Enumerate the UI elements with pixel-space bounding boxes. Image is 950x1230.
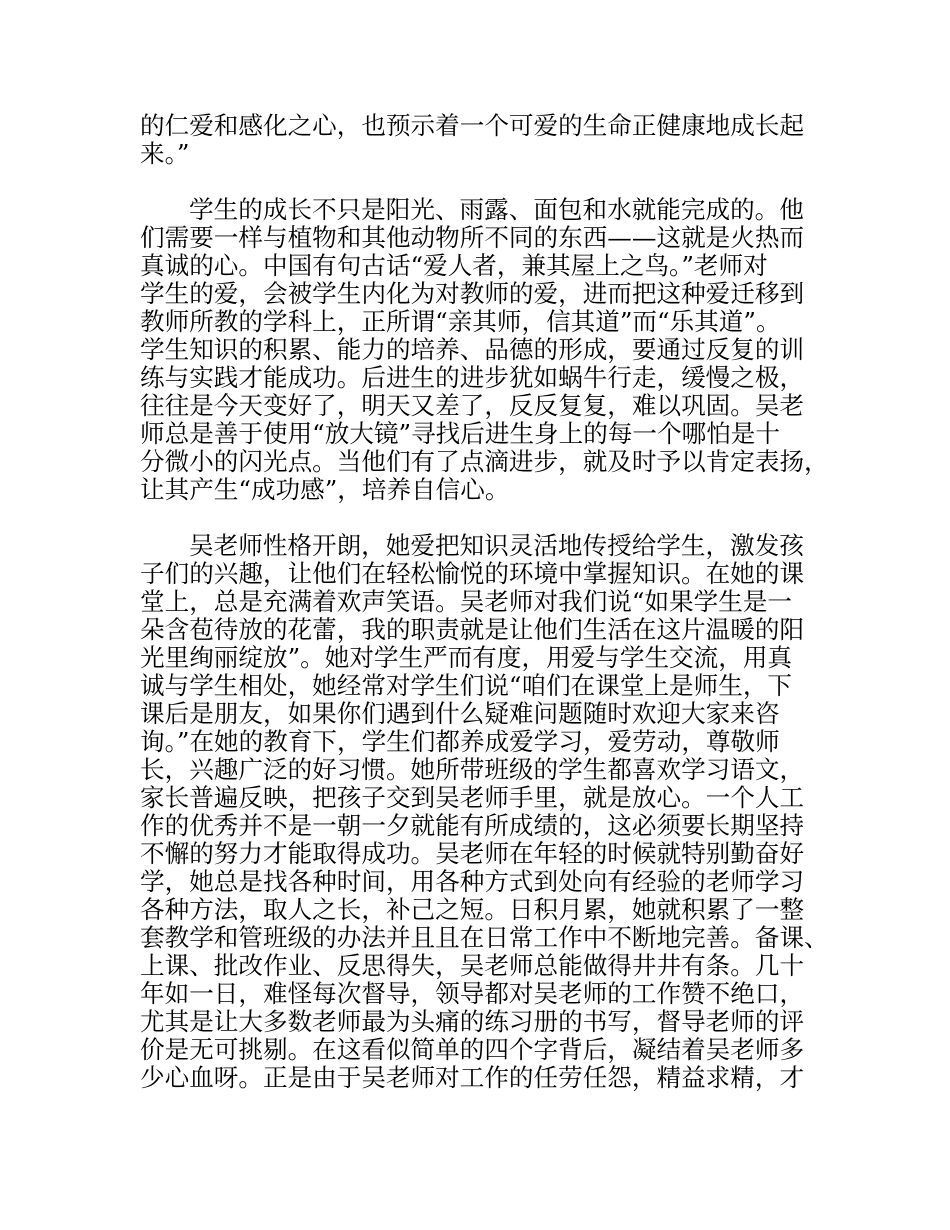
text-line: 学生的成长不只是阳光、雨露、面包和水就能完成的。他 — [189, 195, 804, 224]
text-line: 学生的爱，会被学生内化为对教师的爱，进而把这种爱迁移到 — [140, 279, 805, 308]
text-line: 让其产生“成功感”，培养自信心。 — [140, 475, 510, 504]
text-line: 诚与学生相处，她经常对学生们说“咱们在课堂上是师生，下 — [140, 671, 793, 700]
text-line: 教师所教的学科上，正所谓“亲其师，信其道”而“乐其道”。 — [140, 307, 781, 336]
text-line: 尤其是让大多数老师最为头痛的练习册的书写，督导老师的评 — [140, 1007, 805, 1036]
text-line: 来。” — [140, 139, 190, 168]
paragraph-3 — [140, 531, 829, 1092]
text-line: 年如一日，难怪每次督导，领导都对吴老师的工作赞不绝口， — [140, 979, 805, 1008]
text-line: 堂上，总是充满着欢声笑语。吴老师对我们说“如果学生是一 — [140, 587, 793, 616]
text-line: 学生知识的积累、能力的培养、品德的形成，要通过反复的训 — [140, 335, 805, 364]
text-line: 不懈的努力才能取得成功。吴老师在年轻的时候就特别勤奋好 — [140, 839, 805, 868]
paragraph-1 — [140, 112, 820, 168]
text-line: 套教学和管班级的办法并且且在日常工作中不断地完善。备课、 — [140, 923, 829, 952]
text-line: 往往是今天变好了，明天又差了，反反复复，难以巩固。吴老 — [140, 391, 805, 420]
text-line: 的仁爱和感化之心，也预示着一个可爱的生命正健康地成长起 — [140, 111, 805, 140]
document-body — [140, 111, 829, 1092]
text-line: 光里绚丽绽放”。她对学生严而有度，用爱与学生交流，用真 — [140, 643, 793, 672]
text-line: 上课、批改作业、反思得失，吴老师总能做得井井有条。几十 — [140, 951, 805, 980]
text-line: 真诚的心。中国有句古话“爱人者，兼其屋上之鸟。”老师对 — [140, 251, 768, 280]
text-line: 师总是善于使用“放大镜”寻找后进生身上的每一个哪怕是十 — [140, 419, 780, 448]
text-line: 分微小的闪光点。当他们有了点滴进步，就及时予以肯定表扬， — [140, 447, 829, 476]
paragraph-spacer — [140, 504, 820, 532]
text-line: 子们的兴趣，让他们在轻松愉悦的环境中掌握知识。在她的课 — [140, 559, 805, 588]
text-line: 询。”在她的教育下，学生们都养成爱学习，爱劳动，尊敬师 — [140, 727, 780, 756]
text-line: 们需要一样与植物和其他动物所不同的东西——这就是火热而 — [140, 223, 805, 252]
text-line: 作的优秀并不是一朝一夕就能有所成绩的，这必须要长期坚持 — [140, 811, 805, 840]
text-line: 家长普遍反映，把孩子交到吴老师手里，就是放心。一个人工 — [140, 783, 805, 812]
text-line: 课后是朋友，如果你们遇到什么疑难问题随时欢迎大家来咨 — [140, 699, 780, 728]
text-line: 朵含苞待放的花蕾，我的职责就是让他们生活在这片温暖的阳 — [140, 615, 805, 644]
text-line: 练与实践才能成功。后进生的进步犹如蜗牛行走，缓慢之极， — [140, 363, 805, 392]
paragraph-spacer — [140, 168, 820, 196]
text-line: 吴老师性格开朗，她爱把知识灵活地传授给学生，激发孩 — [189, 531, 804, 560]
text-line: 学，她总是找各种时间，用各种方式到处向有经验的老师学习 — [140, 867, 805, 896]
text-line: 各种方法，取人之长，补己之短。日积月累，她就积累了一整 — [140, 895, 805, 924]
text-line: 价是无可挑剔。在这看似简单的四个字背后，凝结着吴老师多 — [140, 1035, 805, 1064]
text-line: 少心血呀。正是由于吴老师对工作的任劳任怨，精益求精，才 — [140, 1063, 805, 1092]
paragraph-2 — [140, 195, 829, 504]
text-line: 长，兴趣广泛的好习惯。她所带班级的学生都喜欢学习语文， — [140, 755, 805, 784]
